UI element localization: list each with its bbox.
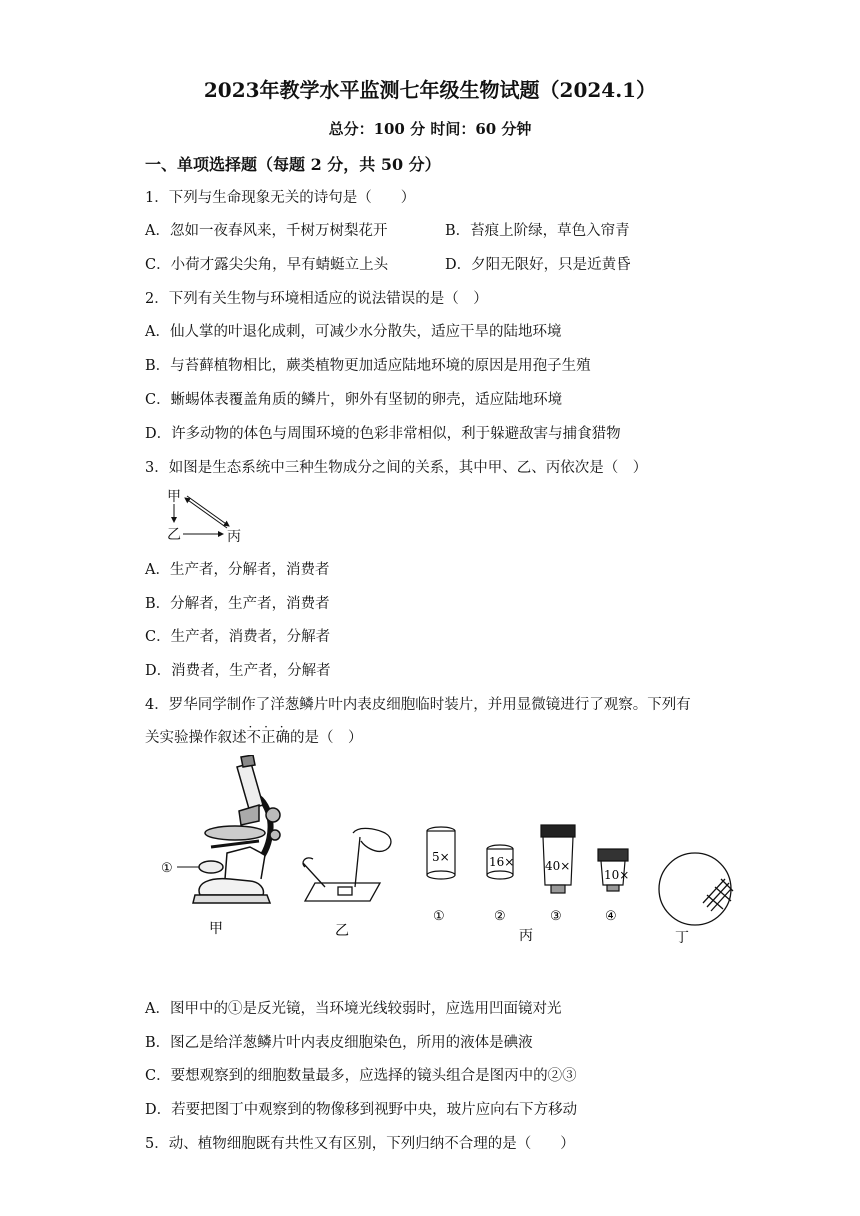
section-heading: 一、单项选择题（每题 2 分，共 50 分）: [145, 155, 441, 174]
lens-4-mag: 10×: [604, 868, 630, 882]
q3-option-a: A．生产者，分解者，消费者: [145, 562, 330, 578]
field-of-view: [659, 853, 733, 925]
exam-title: 2023年教学水平监测七年级生物试题（2024.1）: [203, 78, 657, 102]
q5-stem: 5．动、植物细胞既有共性又有区别，下列归纳不合理的是（ ）: [145, 1136, 575, 1152]
q4-stem-part1: 关实验操作叙述: [145, 730, 247, 746]
q3-option-c: C．生产者，消费者，分解者: [145, 629, 331, 645]
microscope-marker: ①: [161, 861, 173, 876]
q2-option-c: C．蜥蜴体表覆盖角质的鳞片，卵外有坚韧的卵壳，适应陆地环境: [145, 392, 563, 408]
q3-option-d: D．消费者，生产者，分解者: [145, 663, 331, 679]
lens-4-num: ④: [605, 909, 617, 924]
q4-stem-part3: 的是（ ）: [290, 730, 363, 746]
caption-ding: 丁: [675, 930, 689, 946]
q3-diagram-yi: 乙: [167, 527, 181, 543]
q4-figure: [155, 755, 755, 955]
q4-stem-emphasis: 不正确 · · ·: [247, 730, 291, 746]
q4-stem-line2: [145, 726, 363, 747]
q4-stem-line1: 4．罗华同学制作了洋葱鳞片叶内表皮细胞临时装片，并用显微镜进行了观察。下列有: [145, 697, 691, 713]
q2-option-b: B．与苔藓植物相比，蕨类植物更加适应陆地环境的原因是用孢子生殖: [145, 358, 591, 374]
lens-1-num: ①: [433, 909, 445, 924]
q1-option-b: B．苔痕上阶绿，草色入帘青: [445, 223, 630, 239]
lens-2-num: ②: [494, 909, 506, 924]
lens-3-num: ③: [550, 909, 562, 924]
q2-option-d: D．许多动物的体色与周围环境的色彩非常相似，利于躲避敌害与捕食猎物: [145, 426, 621, 442]
q1-option-d: D．夕阳无限好，只是近黄昏: [445, 257, 631, 273]
caption-jia: 甲: [209, 921, 223, 937]
q4-option-a: A．图甲中的①是反光镜，当环境光线较弱时，应选用凹面镜对光: [145, 1001, 562, 1017]
q4-option-d: D．若要把图丁中观察到的物像移到视野中央，玻片应向右下方移动: [145, 1102, 578, 1118]
q2-option-a: A．仙人掌的叶退化成刺，可减少水分散失，适应干旱的陆地环境: [145, 324, 562, 340]
caption-yi: 乙: [335, 923, 349, 939]
q1-option-a: A．忽如一夜春风来，千树万树梨花开: [145, 223, 388, 239]
q4-option-b: B．图乙是给洋葱鳞片叶内表皮细胞染色，所用的液体是碘液: [145, 1035, 533, 1051]
q1-stem: 1．下列与生命现象无关的诗句是（ ）: [145, 190, 416, 206]
q3-arrows: [165, 486, 255, 546]
caption-bing: 丙: [519, 928, 533, 944]
q3-option-b: B．分解者，生产者，消费者: [145, 596, 330, 612]
q3-diagram-jia: 甲: [167, 489, 181, 505]
microscope-drawing: [177, 755, 280, 903]
lens-2-mag: 16×: [489, 855, 515, 869]
q1-option-c: C．小荷才露尖尖角，早有蜻蜓立上头: [145, 257, 389, 273]
lens-3-mag: 40×: [545, 859, 571, 873]
q4-option-c: C．要想观察到的细胞数量最多，应选择的镜头组合是图丙中的②③: [145, 1068, 577, 1084]
q3-diagram-bing: 丙: [227, 529, 241, 545]
q3-stem: 3．如图是生态系统中三种生物成分之间的关系，其中甲、乙、丙依次是（ ）: [145, 460, 648, 476]
lens-1-mag: 5×: [432, 850, 450, 864]
exam-meta: 总分：100 分 时间：60 分钟: [328, 120, 532, 138]
q3-diagram: [165, 486, 255, 546]
staining-drawing: [303, 828, 391, 901]
q2-stem: 2．下列有关生物与环境相适应的说法错误的是（ ）: [145, 291, 488, 307]
